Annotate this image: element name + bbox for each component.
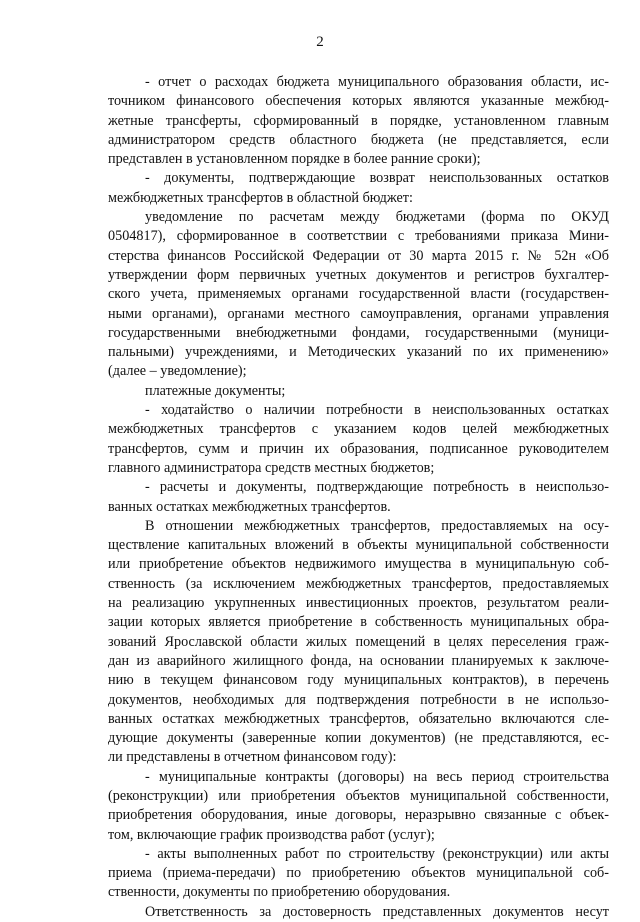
text-line: межбюджетных трансфертов в областной бюджет:: [108, 189, 413, 206]
text-line: - отчет о расходах бюджета муниципального образования области, ис-: [145, 74, 609, 90]
text-line: - муниципальные контракты (договоры) на весь период строительства: [145, 768, 609, 785]
text-line: платежные документы;: [145, 382, 286, 399]
text-line: жетные трансферты, сформированный в порядке, установленном главным: [108, 112, 609, 129]
text-line: приобретения оборудования, иные договоры, неразрывно связанные с объек-: [108, 807, 609, 824]
text-line: стерства финансов Российской Федерации от 30 марта 2015 г. № 52н «Об: [108, 247, 609, 264]
text-line: документов, необходимых для подтверждения потребности в не использо-: [108, 691, 609, 708]
text-line: Ответственность за достоверность представленных документов несут: [145, 903, 609, 920]
text-line: межбюджетных трансфертов с указанием кодов целей межбюджетных: [108, 421, 609, 438]
text-line: точником финансового обеспечения которых являются указанные межбюд-: [108, 93, 609, 110]
text-line: пальными) учреждениями, и Методических указаний по их применению»: [108, 344, 609, 361]
text-line: администратором средств областного бюджета (не представляется, если: [108, 131, 609, 148]
text-line: на реализацию укрупненных инвестиционных проектов, результатом реали-: [108, 595, 609, 612]
text-line: том, включающие график производства работ (услуг);: [108, 826, 435, 843]
text-line: ществление капитальных вложений в объекты муниципальной собственности: [108, 537, 609, 554]
text-line: - расчеты и документы, подтверждающие потребность в неиспользо-: [145, 479, 609, 496]
text-line: ского учета, применяемых органами государственной власти (государствен-: [108, 286, 609, 303]
text-line: - акты выполненных работ по строительству (реконструкции) или акты: [145, 845, 609, 862]
text-line: нию в текущем финансовом году муниципальных контрактов), в перечень: [108, 672, 609, 689]
text-line: В отношении межбюджетных трансфертов, предоставляемых на осу-: [145, 517, 609, 534]
text-line: ными органами), органами местного самоуправления, органами управления: [108, 305, 609, 322]
page-number: 2: [316, 34, 324, 50]
text-line: уведомление по расчетам между бюджетами (форма по ОКУД: [145, 209, 609, 226]
text-line: зации которых является приобретение в собственность муниципальных обра-: [108, 614, 609, 631]
text-line: ли представлены в отчетном финансовом году):: [108, 749, 397, 766]
text-line: 0504817), сформированное в соответствии с требованиями приказа Мини-: [108, 228, 609, 245]
text-line: главного администратора средств местных бюджетов;: [108, 459, 435, 476]
text-line: дующие документы (заверенные копии документов) (не представляются, ес-: [108, 730, 609, 747]
text-line: - документы, подтверждающие возврат неиспользованных остатков: [145, 170, 609, 187]
text-line: приема (приема-передачи) по приобретению объектов муниципальной соб-: [108, 865, 609, 882]
text-line: ванных остатках межбюджетных трансфертов, обязательно включаются сле-: [108, 710, 609, 727]
text-line: ственности, документы по приобретению оборудования.: [108, 884, 451, 901]
text-line: представлен в установленном порядке в более ранние сроки);: [108, 151, 481, 168]
text-line: зований Ярославской области жилых помещений в целях переселения граж-: [108, 633, 609, 650]
text-line: дан из аварийного жилищного фонда, на основании планируемых к заключе-: [108, 652, 609, 669]
text-line: или приобретение объектов недвижимого имущества в муниципальную соб-: [108, 556, 609, 573]
text-line: - ходатайство о наличии потребности в неиспользованных остатках: [145, 402, 609, 419]
text-line: ванных остатках межбюджетных трансфертов.: [108, 498, 391, 515]
text-line: трансфертов, сумм и причин их образования, подписанное руководителем: [108, 440, 609, 457]
text-line: ственность (за исключением межбюджетных трансфертов, предоставляемых: [108, 575, 609, 592]
text-line: (реконструкции) или приобретения объектов муниципальной собственности,: [108, 787, 609, 804]
text-line: государственными внебюджетными фондами, государственными (муници-: [108, 324, 609, 341]
document-body: [108, 73, 609, 922]
text-line: утверждении форм первичных учетных документов и регистров бухгалтер-: [108, 266, 609, 283]
text-line: (далее – уведомление);: [108, 363, 247, 380]
